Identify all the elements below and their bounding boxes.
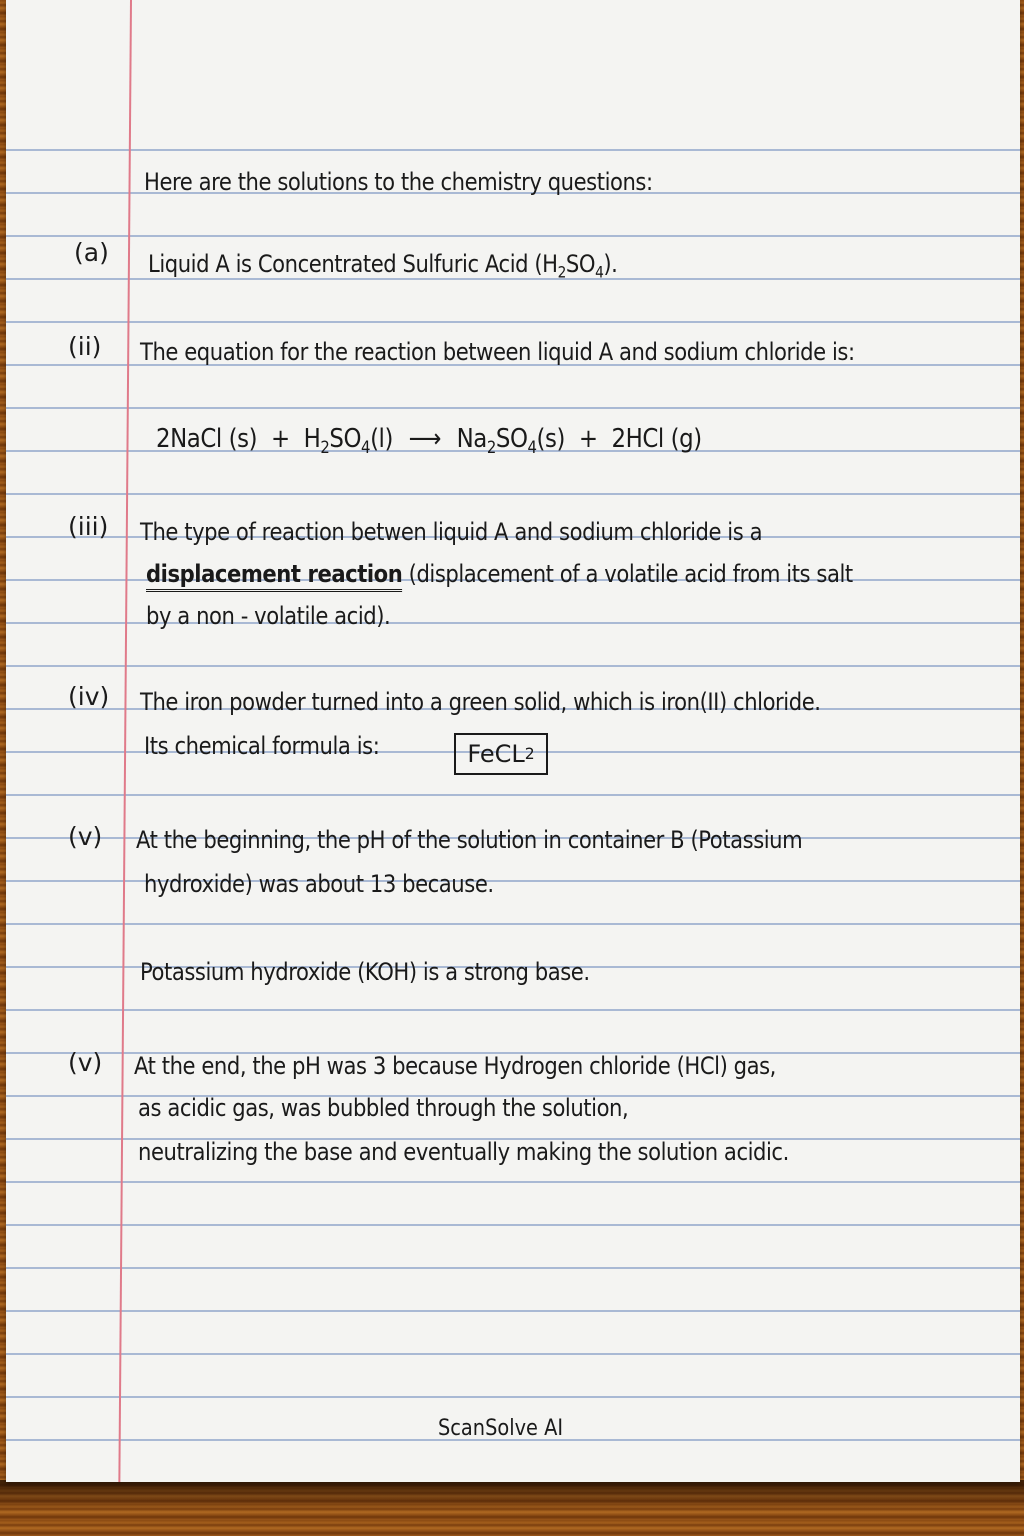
symbol: H [303, 424, 321, 454]
subscript: 2 [320, 436, 330, 457]
symbol: Na [456, 424, 487, 454]
reaction-arrow-icon: ⟶ [408, 424, 441, 454]
reactant-h2so4 [303, 424, 393, 457]
chemical-equation [156, 424, 702, 457]
answer-ii-text: The equation for the reaction between liquid A and sodium chloride is: [140, 338, 855, 366]
answer-v1-label: (v) [68, 822, 103, 851]
answer-a-main: Liquid A is Concentrated Sulfuric Acid (H [148, 250, 558, 278]
answer-iii-line3: by a non - volatile acid). [146, 602, 391, 630]
answer-iv-line1: The iron powder turned into a green solid, which is iron(II) chloride. [140, 688, 821, 716]
red-margin-line [118, 0, 132, 1482]
page-top-margin [6, 0, 1020, 148]
answer-iii-label: (iii) [68, 512, 109, 541]
symbol: SO [329, 424, 362, 454]
answer-iii-line2 [146, 560, 853, 588]
subscript: 4 [361, 436, 371, 457]
plus-sign: + [270, 424, 290, 454]
intro-text: Here are the solutions to the chemistry questions: [144, 168, 653, 196]
emphasis-displacement-reaction: displacement reaction [146, 560, 402, 592]
answer-v1-line1: At the beginning, the pH of the solution in container B (Potassium [136, 826, 803, 854]
answer-v1-line2: hydroxide) was about 13 because. [144, 870, 494, 898]
state: (s) [536, 424, 566, 454]
answer-v2-label: (v) [68, 1048, 103, 1077]
formula-base: FeCL [467, 740, 525, 768]
state: (l) [370, 424, 393, 454]
answer-iii-line1: The type of reaction betwen liquid A and sodium chloride is a [140, 518, 763, 546]
answer-a-end: ). [603, 250, 618, 278]
plus-sign: + [578, 424, 598, 454]
notebook-page [6, 0, 1020, 1482]
answer-v1-line3: Potassium hydroxide (KOH) is a strong base. [140, 958, 590, 986]
boxed-formula: FeCL 2 [454, 733, 548, 775]
answer-iv-label: (iv) [68, 682, 110, 711]
subscript: 2 [486, 436, 496, 457]
product-na2so4 [456, 424, 566, 457]
symbol: SO [495, 424, 528, 454]
answer-iii-line2-rest: (displacement of a volatile acid from its salt [408, 560, 853, 588]
answer-ii-label: (ii) [68, 332, 102, 361]
answer-a-mid: SO [565, 250, 596, 278]
reactant-nacl: 2NaCl (s) [156, 424, 258, 454]
subscript: 4 [595, 263, 604, 282]
answer-iv-line2: Its chemical formula is: [144, 732, 380, 760]
subscript: 4 [527, 436, 537, 457]
product-hcl: 2HCl (g) [611, 424, 702, 454]
answer-v2-line2: as acidic gas, was bubbled through the solution, [138, 1094, 629, 1122]
answer-v2-line3: neutralizing the base and eventually making the solution acidic. [138, 1138, 789, 1166]
subscript: 2 [557, 263, 566, 282]
desk-shadow [0, 1480, 1024, 1510]
answer-a-text [148, 250, 618, 282]
answer-v2-line1: At the end, the pH was 3 because Hydrogen chloride (HCl) gas, [134, 1052, 776, 1080]
answer-a-label: (a) [74, 238, 109, 267]
footer-brand: ScanSolve AI [438, 1416, 564, 1441]
